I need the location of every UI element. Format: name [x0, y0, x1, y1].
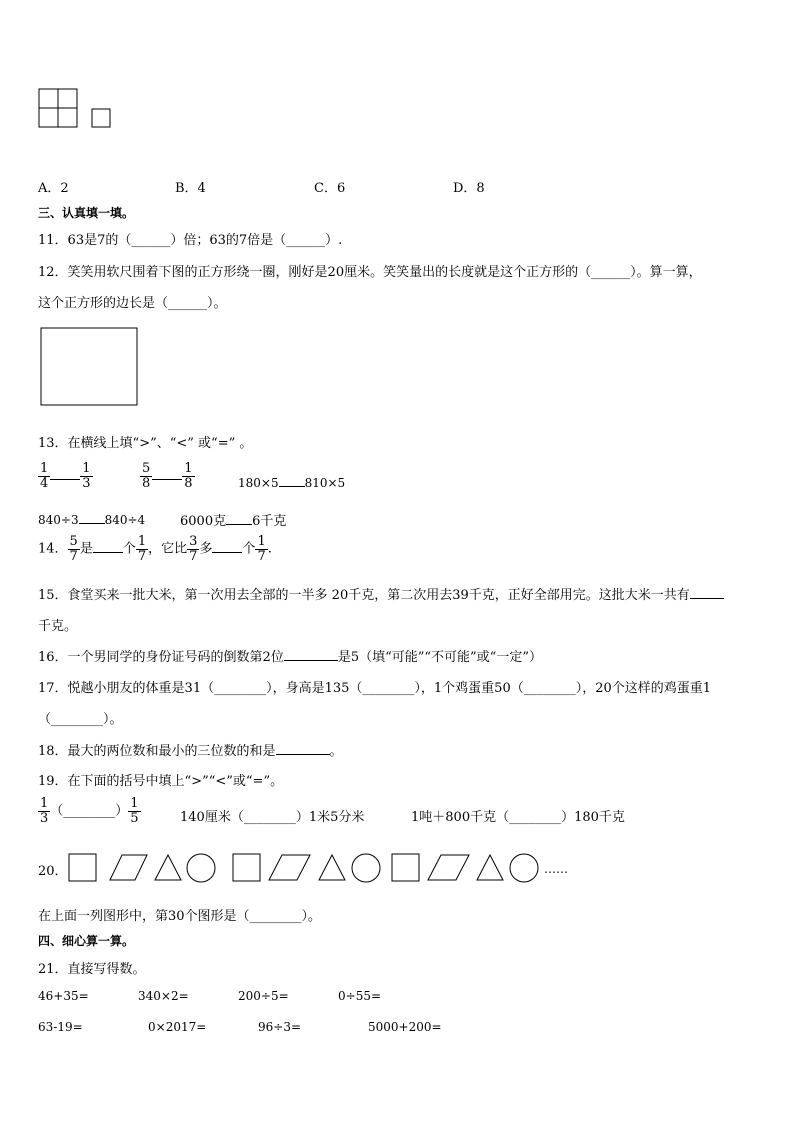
circle-shape: [352, 854, 380, 882]
q13-fraction-compare-1: $\frac{1}{4}$ $\frac{1}{3}$: [40, 461, 91, 491]
q13-blank-3[interactable]: [279, 474, 305, 487]
q19-compare-1: $\frac{1}{3}$ （________） $\frac{1}{5}$: [40, 796, 139, 826]
q13-blank-1[interactable]: [50, 467, 80, 480]
triangle-shape: [155, 855, 181, 880]
q13-blank-2[interactable]: [152, 467, 182, 480]
square-shape: [392, 854, 419, 881]
q21-item-3: 200÷5=: [238, 989, 289, 1003]
question-16: 16．一个男同学的身份证号码的倒数第2位 是5（填“可能”“不可能”或“一定”）: [38, 650, 542, 665]
q15-blank[interactable]: [690, 586, 724, 599]
section-4-title: 四、细心算一算。: [38, 934, 135, 948]
triangle-shape: [319, 855, 345, 880]
shape-group-2: [233, 854, 380, 882]
question-15-line1: 15．食堂买来一批大米，第一次用去全部的一半多 20千克，第二次用去39千克，正好全部用完。这批大米一共有: [38, 584, 724, 603]
shape-sequence: [64, 850, 544, 886]
question-17-line1: 17．悦越小朋友的体重是31（________），身高是135（________），1个鸡蛋重50（________），20个这样的鸡蛋重1: [38, 681, 712, 696]
question-14: 14． $\frac{5}{7}$ 是 个 $\frac{1}{7}$ ，它比 $\frac{3}{7}$ 多 个 $\frac{1}{7}$ .: [38, 534, 272, 564]
q10-figure: [38, 88, 116, 130]
shape-group-1: [69, 854, 215, 882]
shape-group-3: [392, 854, 538, 882]
option-c[interactable]: C．6: [314, 181, 346, 196]
section-3-title: 三、认真填一填。: [38, 206, 135, 220]
question-18: 18．最大的两位数和最小的三位数的和是 。: [38, 744, 343, 759]
question-17-line2: （________）。: [38, 712, 123, 727]
question-19-title: 19．在下面的括号中填上“>”“<”或“=”。: [38, 774, 284, 789]
q18-blank[interactable]: [276, 742, 330, 755]
option-d[interactable]: D．8: [453, 181, 485, 196]
q21-item-6: 0×2017=: [148, 1020, 207, 1034]
q21-item-8: 5000+200=: [368, 1020, 442, 1034]
circle-shape: [187, 854, 215, 882]
option-b[interactable]: B．4: [175, 181, 206, 196]
parallelogram-shape: [269, 855, 310, 880]
question-12-line2: 这个正方形的边长是（______）。: [38, 296, 227, 311]
parallelogram-shape: [110, 855, 147, 880]
grid-square-figure: [39, 89, 77, 127]
question-21-title: 21．直接写得数。: [38, 962, 146, 977]
q21-item-5: 63-19=: [38, 1020, 83, 1034]
q16-blank[interactable]: [284, 648, 338, 661]
question-12-line1: 12．笑笑用软尺围着下图的正方形绕一圈，刚好是20厘米。笑笑量出的长度就是这个正方形的（______）。算一算，: [38, 265, 702, 280]
square-shape: [69, 854, 96, 881]
small-square-figure: [92, 109, 110, 127]
option-a[interactable]: A．2: [38, 181, 69, 196]
q19-compare-2: 140厘米（________）1米5分米: [180, 810, 365, 825]
q13-blank-5[interactable]: [226, 512, 252, 525]
q21-item-4: 0÷55=: [338, 989, 382, 1003]
q21-item-2: 340×2=: [138, 989, 189, 1003]
q19-compare-3: 1吨＋800千克（________）180千克: [411, 810, 625, 825]
q21-item-7: 96÷3=: [258, 1020, 302, 1034]
question-13-title: 13．在横线上填“>”、“<” 或“=” 。: [38, 436, 253, 451]
q21-item-1: 46+35=: [38, 989, 89, 1003]
square-shape: [233, 854, 260, 881]
q20-ellipsis: ……: [544, 862, 568, 876]
q12-square-figure: [40, 327, 140, 407]
q13-fraction-compare-2: $\frac{5}{8}$ $\frac{1}{8}$: [142, 461, 193, 491]
q14-blank-1[interactable]: [93, 540, 123, 553]
parallelogram-shape: [428, 855, 469, 880]
question-11: 11．63是7的（______）倍；63的7倍是（______）.: [38, 233, 343, 248]
circle-shape: [510, 854, 538, 882]
q13-compare-5: 6000克 6千克: [180, 514, 287, 529]
q13-compare-3: 180×5 810×5: [238, 476, 346, 490]
question-15-line2: 千克。: [38, 619, 78, 634]
q14-blank-2[interactable]: [212, 540, 242, 553]
triangle-shape: [477, 855, 503, 880]
question-20-text: 在上面一列图形中，第30个图形是（________）。: [38, 909, 322, 924]
q13-blank-4[interactable]: [79, 511, 105, 524]
question-20-number: 20．: [38, 864, 68, 879]
q13-compare-4: 840÷3 840÷4: [38, 513, 146, 527]
